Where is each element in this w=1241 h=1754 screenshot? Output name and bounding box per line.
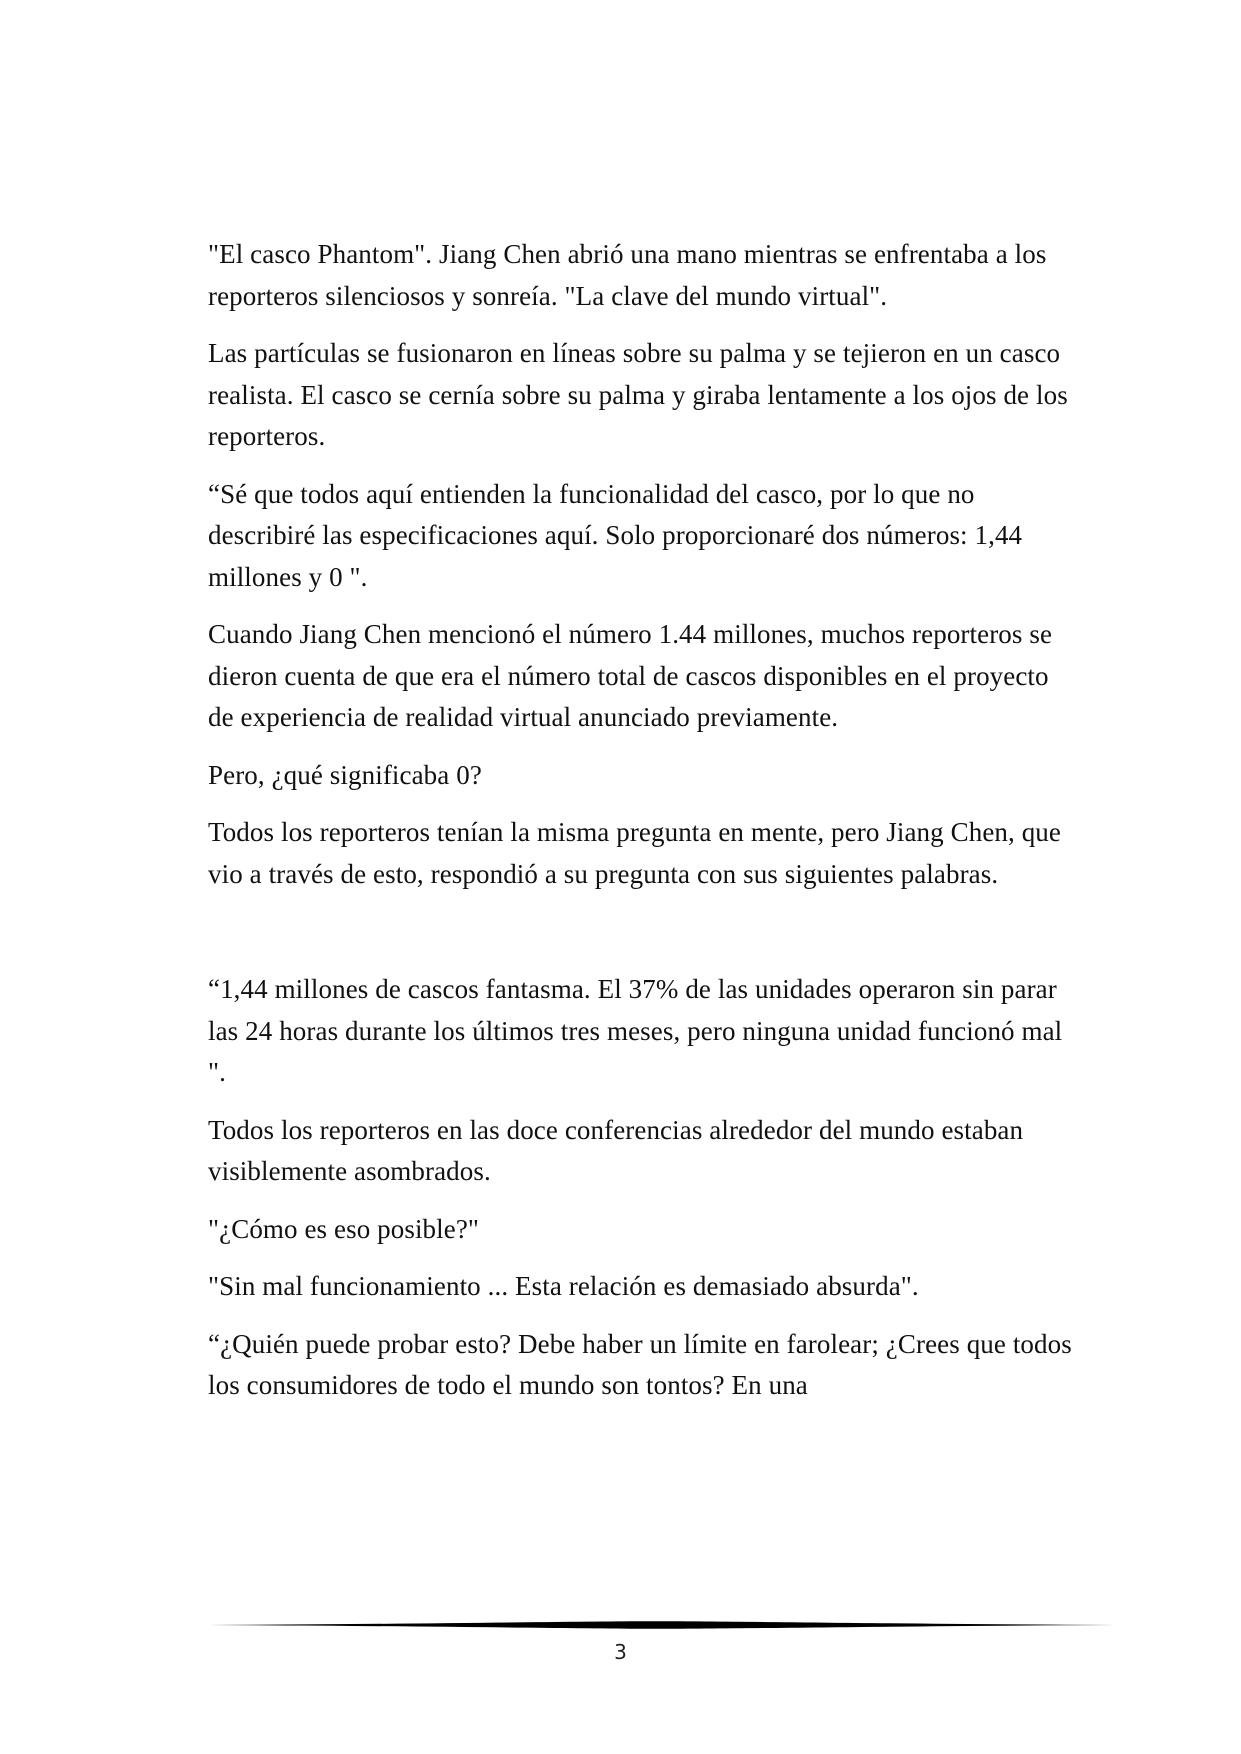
paragraph: “¿Quién puede probar esto? Debe haber un límite en farolear; ¿Crees que todos los consumidores de todo el mundo son tontos? En una [208, 1328, 1072, 1400]
footer-divider [208, 1618, 1116, 1632]
paragraph: "Sin mal funcionamiento ... Esta relación es demasiado absurda". [208, 1271, 919, 1301]
paragraph: "¿Cómo es eso posible?" [208, 1213, 480, 1244]
paragraph: "El casco Phantom". Jiang Chen abrió una mano mientras se enfrentaba a los reporteros silenciosos y sonreía. "La clave del mundo virtual". [208, 239, 1047, 311]
page-number: 3 [614, 1640, 627, 1664]
body-text [208, 234, 1078, 1423]
paragraph: Todos los reporteros en las doce conferencias alrededor del mundo estaban visiblemente asombrados. [208, 1114, 1024, 1186]
paragraph: “Sé que todos aquí entienden la funcionalidad del casco, por lo que no describiré las especificaciones aquí. Solo proporcionaré dos números: 1,44 millones y 0 ". [208, 478, 1023, 592]
paragraph: Pero, ¿qué significaba 0? [208, 759, 482, 790]
paragraph: Las partículas se fusionaron en líneas sobre su palma y se tejieron en un casco realista. El casco se cernía sobre su palma y giraba lentamente a los ojos de los reporteros. [208, 338, 1068, 451]
paragraph: Todos los reporteros tenían la misma pregunta en mente, pero Jiang Chen, que vio a través de esto, respondió a su pregunta con sus siguientes palabras. [208, 817, 1061, 889]
paragraph: “1,44 millones de cascos fantasma. El 37% de las unidades operaron sin parar las 24 horas durante los últimos tres meses, pero ninguna unidad funcionó mal ". [208, 974, 1063, 1087]
paragraph: Cuando Jiang Chen mencionó el número 1.44 millones, muchos reporteros se dieron cuenta de que era el número total de cascos disponibles en el proyecto de experiencia de realidad virtual anunciado previamente. [208, 619, 1053, 732]
section-break [208, 911, 1078, 969]
